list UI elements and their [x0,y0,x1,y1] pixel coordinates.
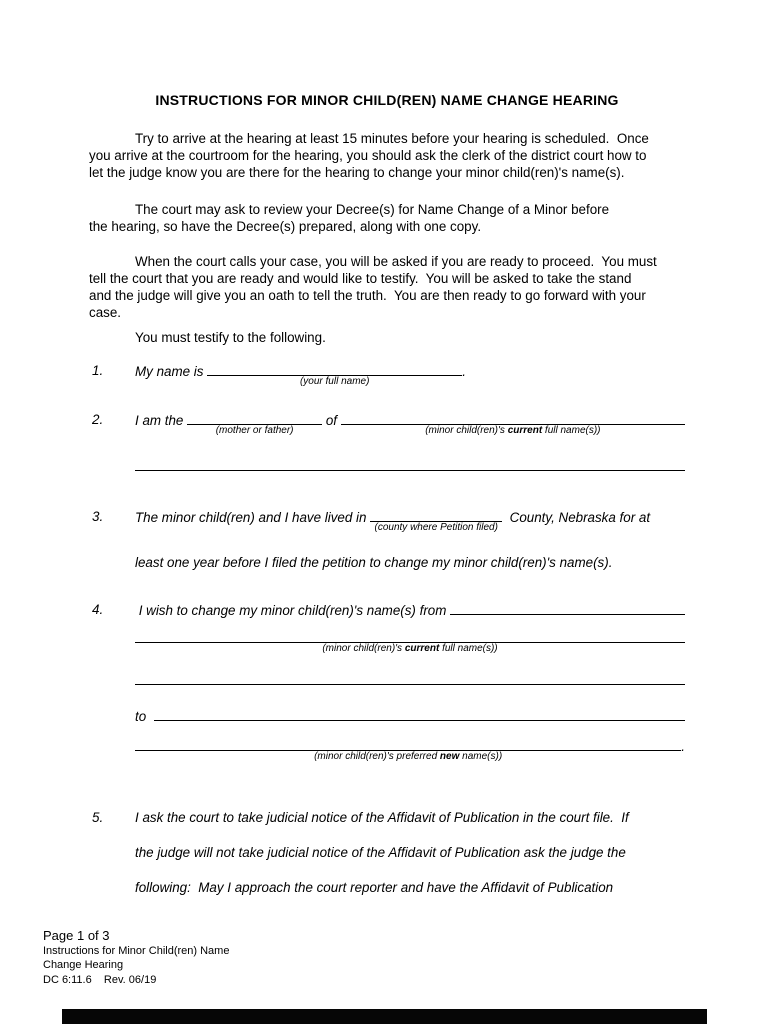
item-text: to [135,709,154,724]
item-body [135,508,685,571]
blank-line [135,629,685,654]
document-title: INSTRUCTIONS FOR MINOR CHILD(REN) NAME CHANGE HEARING [155,92,619,108]
form-title-line2: Change Hearing [43,959,124,971]
item-line [135,508,685,533]
text-line: let the judge know you are there for the hearing to change your minor child(ren)'s name(s). [89,165,625,180]
text-line: and the judge will give you an oath to tell the truth. You are then ready to go forward with your [89,288,646,303]
item-number: 4. [92,602,104,617]
paragraph-court-calls-case [89,253,685,321]
blank-your-full-name [207,362,462,387]
blank-line-extra [135,671,685,685]
continuation-blank-line [135,457,685,471]
caption-bold-word: current [507,425,543,436]
caption-text: (minor child(ren)'s preferred [314,751,440,762]
item-text: I wish to change my minor child(ren)'s name(s) from [135,603,451,618]
text-line: the hearing, so have the Decree(s) prepared, along with one copy. [89,219,482,234]
field-caption [322,643,497,655]
text-line: When the court calls your case, you will be asked if you are ready to proceed. You must [135,254,657,269]
blank-mother-or-father [187,411,322,436]
field-caption [425,425,600,437]
testimony-item-5 [89,800,685,905]
page-number: Page 1 of 3 [43,928,110,943]
testimony-item-2 [89,411,685,471]
field-caption: (county where Petition filed) [374,522,498,533]
text-line: case. [89,305,122,320]
blank-name-change-to [154,707,685,721]
scan-artifact-bar [62,1009,707,1024]
item-body [135,362,685,387]
item-line [135,411,685,436]
blank-line [135,457,685,471]
text-line: the judge will not take judicial notice of the Affidavit of Publication ask the judge the [135,845,626,860]
item-text: County, Nebraska for at [502,510,651,525]
item-line [135,601,685,619]
caption-text: (minor child(ren)'s [322,643,405,654]
item-body [135,601,685,762]
text-line: I ask the court to take judicial notice of the Affidavit of Publication in the court file. If [135,810,629,825]
blank-line [135,737,681,762]
field-caption [314,751,502,763]
blank-minor-current-names [341,411,685,436]
item-body [135,800,685,905]
item-text: My name is [135,364,208,379]
text-line: tell the court that you are ready and would like to testify. You will be asked to take the stand [89,271,632,286]
document-content [89,92,685,905]
paragraph-testify-intro [89,329,685,346]
item-number: 3. [92,509,104,524]
text-line: You must testify to the following. [135,330,326,345]
item-text: of [322,413,341,428]
paragraph-arrival-instructions [89,130,685,181]
caption-bold-word: current [404,643,440,654]
item-text: I am the [135,413,188,428]
item-text: The minor child(ren) and I have lived in [135,510,371,525]
form-title-line1: Instructions for Minor Child(ren) Name [43,945,230,957]
caption-bold-word: new [439,751,460,762]
item-text: . [462,364,466,379]
caption-text: name(s)) [459,751,503,762]
item-line [135,707,685,725]
text-line: The court may ask to review your Decree(s) for Name Change of a Minor before [135,202,610,217]
item-number: 1. [92,363,104,378]
caption-text: full name(s)) [439,643,498,654]
blank-name-change-from [450,601,685,615]
page-footer [43,928,229,987]
paragraph-decree-review [89,201,685,235]
item-number: 5. [92,810,104,825]
blank-county [370,508,502,533]
blank-line-current-names [135,629,685,654]
text-line: following: May I approach the court reporter and have the Affidavit of Publication [135,880,614,895]
item-body [135,411,685,471]
caption-text: (minor child(ren)'s [425,425,508,436]
item-number: 2. [92,412,104,427]
field-caption: (mother or father) [215,425,294,436]
form-id: DC 6:11.6 Rev. 06/19 [43,974,157,986]
blank-line-new-names [135,737,685,762]
testimony-item-4 [89,601,685,762]
item-line [135,554,685,571]
testimony-item-3 [89,508,685,571]
item-text: . [681,739,685,754]
text-line: you arrive at the courtroom for the hearing, you should ask the clerk of the district court how to [89,148,647,163]
blank-line [135,671,685,685]
caption-text: full name(s)) [542,425,601,436]
text-line: Try to arrive at the hearing at least 15 minutes before your hearing is scheduled. Once [135,131,649,146]
item-text: least one year before I filed the petition to change my minor child(ren)'s name(s). [135,555,613,570]
item-line [135,362,685,387]
testimony-item-1 [89,362,685,387]
field-caption: (your full name) [299,376,370,387]
